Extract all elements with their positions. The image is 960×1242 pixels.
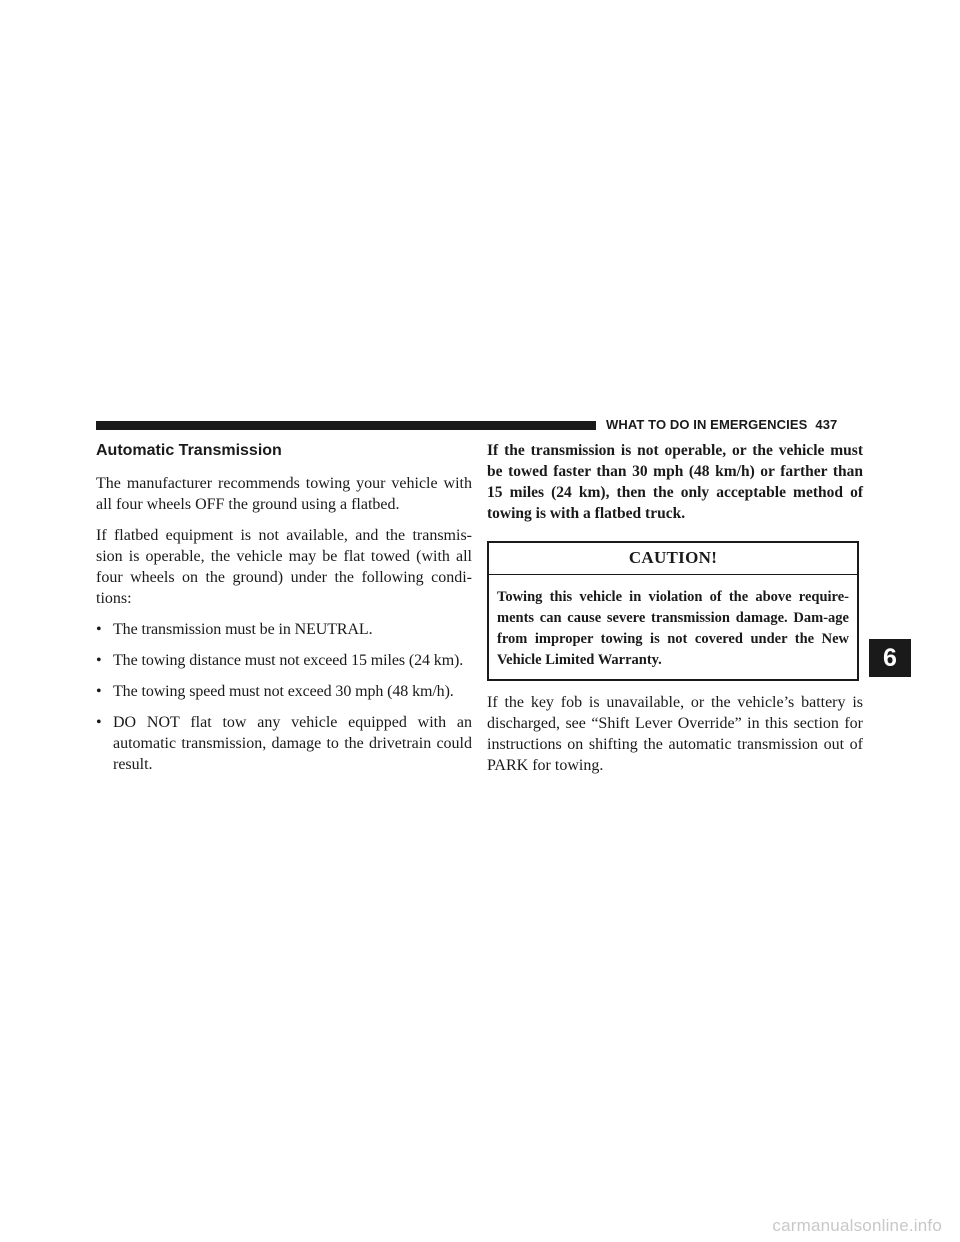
conditions-paragraph: If flatbed equipment is not available, and the transmis-sion is operable, the vehicle may be flat towed (with all four wheels on the ground) under the following condi-tions: — [96, 527, 472, 607]
chapter-tab: 6 — [869, 639, 911, 677]
list-item-text: The transmission must be in NEUTRAL. — [113, 621, 373, 638]
list-item-text: DO NOT flat tow any vehicle equipped with an automatic transmission, damage to the drivetrain could result. — [113, 714, 472, 773]
list-item-text: The towing speed must not exceed 30 mph (48 km/h). — [113, 683, 454, 700]
watermark: carmanualsonline.info — [772, 1216, 942, 1235]
header-rule — [96, 421, 596, 430]
caution-title: CAUTION! — [489, 543, 857, 575]
section-heading: Automatic Transmission — [96, 442, 282, 459]
left-column — [96, 440, 472, 785]
header-section-title: WHAT TO DO IN EMERGENCIES — [606, 417, 808, 432]
running-header — [606, 417, 837, 432]
bullet-icon: • — [96, 683, 102, 700]
bullet-icon: • — [96, 714, 102, 731]
list-item — [96, 650, 472, 671]
bullet-icon: • — [96, 621, 102, 638]
caution-body: Towing this vehicle in violation of the above require-ments can cause severe transmission damage. Dam-age from improper towing is not covered under the New Vehicle Limited Warranty. — [497, 589, 849, 668]
list-item — [96, 619, 472, 640]
bullet-icon: • — [96, 652, 102, 669]
right-column — [487, 440, 863, 786]
intro-paragraph: The manufacturer recommends towing your vehicle with all four wheels OFF the ground using a flatbed. — [96, 475, 472, 513]
caution-box — [487, 541, 859, 681]
list-item — [96, 681, 472, 702]
list-item-text: The towing distance must not exceed 15 miles (24 km). — [113, 652, 464, 669]
flatbed-warning-paragraph: If the transmission is not operable, or the vehicle must be towed faster than 30 mph (48 km/h) or farther than 15 miles (24 km), then the only acceptable method of towing is with a flatbed truck. — [487, 442, 863, 522]
page-number: 437 — [815, 417, 838, 432]
list-item — [96, 712, 472, 775]
conditions-list — [96, 619, 472, 775]
key-fob-paragraph: If the key fob is unavailable, or the vehicle’s battery is discharged, see “Shift Lever Override” in this section for instructions on shifting the automatic transmission out of PARK for towing. — [487, 694, 863, 774]
